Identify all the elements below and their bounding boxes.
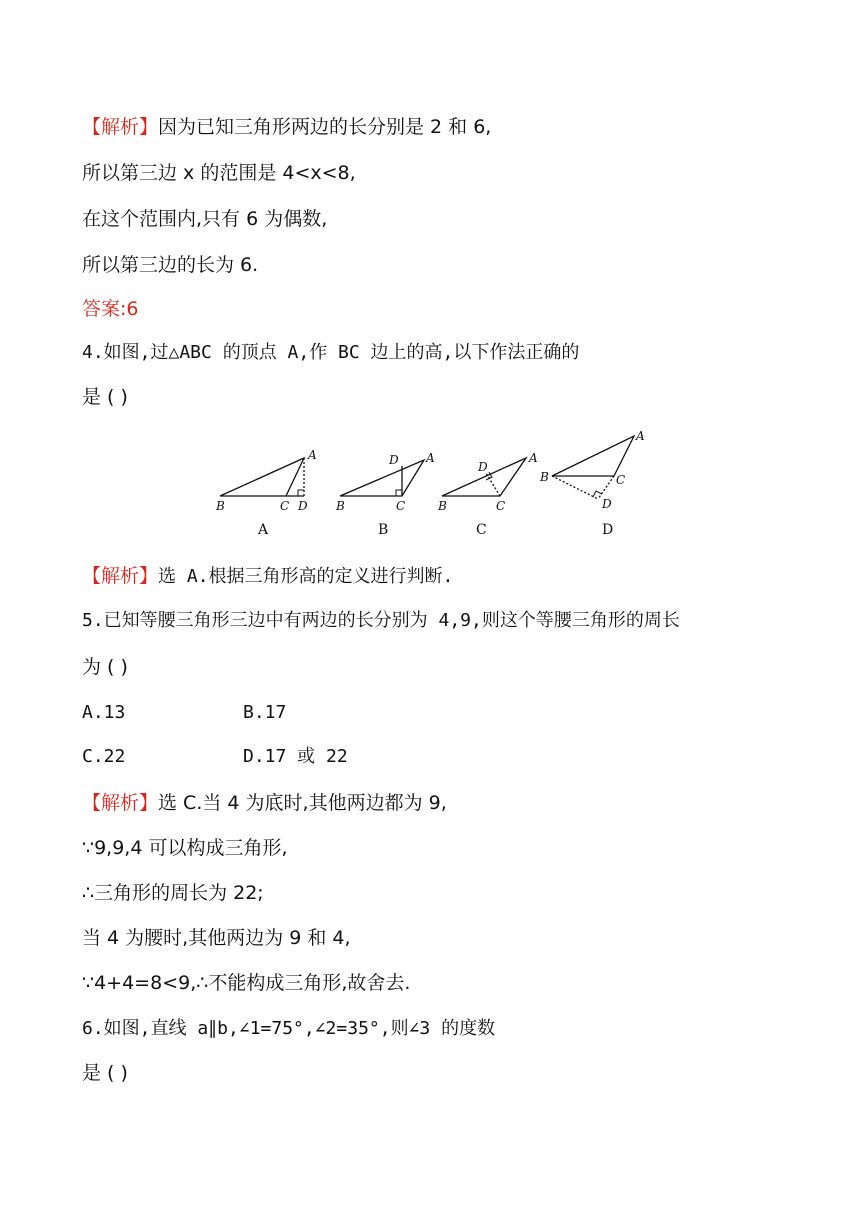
q5-stem-line-1: 5.已知等腰三角形三边中有两边的长分别为 4,9,则这个等腰三角形的周长 [82,610,680,631]
q5-analysis-line-4: 当 4 为腰时,其他两边为 9 和 4, [82,927,351,949]
fig-label-a-D: D [298,499,308,513]
q6-stem-line-2: 是 ( ) [82,1062,128,1084]
figure-panel-b [340,460,424,496]
analysis-tag: 【解析】 [82,792,159,814]
fig-label-a-C: C [280,499,290,513]
q4-analysis [82,563,453,590]
fig-label-a-B: B [216,499,225,513]
fig-label-b-D: D [389,453,399,467]
q5-option-a: A.13 [82,702,126,723]
fig-caption-d: D [602,522,614,538]
analysis-tag: 【解析】 [82,116,159,138]
fig-label-d-C: C [616,473,626,487]
fig-label-a-A: A [308,448,317,462]
q5-option-d: D.17 或 22 [243,746,348,767]
fig-caption-c: C [476,522,487,538]
q4-stem-line-2: 是 ( ) [82,386,128,408]
q5-analysis-line-5: ∵4+4=8<9,∴不能构成三角形,故舍去. [82,972,411,994]
q5-analysis-line-3: ∴三角形的周长为 22; [82,882,264,904]
q4-stem-line-1: 4.如图,过△ABC 的顶点 A,作 BC 边上的高,以下作法正确的 [82,342,580,363]
q4-triangle-figure [210,428,660,543]
fig-label-c-B: B [438,499,447,513]
q3-answer: 答案:6 [82,298,139,320]
q5-stem-line-2: 为 ( ) [82,656,128,678]
figure-panel-d [552,436,634,499]
fig-caption-a: A [258,522,269,538]
q6-stem-line-1: 6.如图,直线 a∥b,∠1=75°,∠2=35°,则∠3 的度数 [82,1018,496,1039]
q5-option-c: C.22 [82,746,126,767]
q3-analysis-line-1 [82,114,491,140]
q3-analysis-line-3: 在这个范围内,只有 6 为偶数, [82,208,328,230]
fig-label-b-C: C [396,499,406,513]
analysis-text: 因为已知三角形两边的长分别是 2 和 6, [158,116,492,138]
q3-analysis-line-2: 所以第三边 x 的范围是 4<x<8, [82,162,356,184]
q5-analysis-line-2: ∵9,9,4 可以构成三角形, [82,837,288,859]
q3-analysis-line-4: 所以第三边的长为 6. [82,254,259,276]
fig-label-b-A: A [426,451,435,465]
q5-option-b: B.17 [243,702,287,723]
analysis-tag: 【解析】 [82,565,159,587]
fig-label-b-B: B [336,499,345,513]
fig-label-d-D: D [602,497,612,511]
analysis-text: 选 A.根据三角形高的定义进行判断. [158,566,454,587]
fig-label-c-A: A [529,451,538,465]
fig-label-c-D: D [478,460,488,474]
fig-label-d-B: B [540,470,549,484]
fig-label-c-C: C [496,499,506,513]
fig-label-d-A: A [636,429,645,443]
fig-caption-b: B [378,522,389,538]
q5-analysis-line-1 [82,790,447,816]
analysis-text: 选 C.当 4 为底时,其他两边都为 9, [158,792,447,814]
figure-panel-a [220,458,304,496]
